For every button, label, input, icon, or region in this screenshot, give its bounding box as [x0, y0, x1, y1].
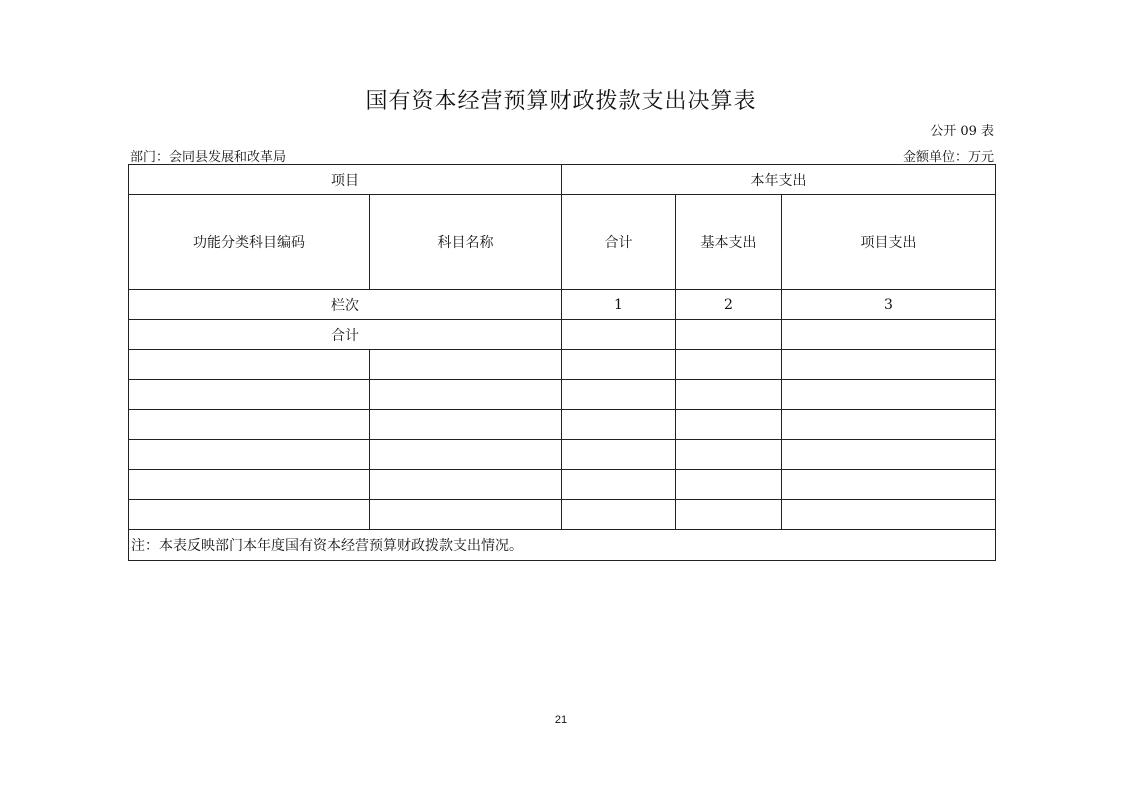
basic-cell [676, 440, 782, 470]
page-title: 国有资本经营预算财政拨款支出决算表 [365, 89, 757, 114]
column-number-2: 2 [676, 290, 782, 320]
table-row [129, 500, 996, 530]
code-cell [129, 380, 370, 410]
header-project: 项目 [129, 165, 562, 195]
project-cell [782, 350, 996, 380]
total-row [129, 320, 996, 350]
header-row-2 [129, 195, 996, 290]
department-label: 部门：会同县发展和改革局 [130, 150, 287, 165]
project-cell [782, 470, 996, 500]
project-cell [782, 380, 996, 410]
total-basic-cell [676, 320, 782, 350]
column-number-row [129, 290, 996, 320]
project-cell [782, 500, 996, 530]
total-cell [562, 500, 676, 530]
project-cell [782, 410, 996, 440]
basic-cell [676, 350, 782, 380]
name-cell [370, 440, 562, 470]
code-cell [129, 470, 370, 500]
name-cell [370, 350, 562, 380]
note-row [129, 530, 996, 561]
header-project-expense: 项目支出 [782, 195, 996, 290]
expenditure-table [128, 164, 996, 561]
page-number: 21 [554, 714, 568, 726]
total-cell [562, 410, 676, 440]
table-note: 注：本表反映部门本年度国有资本经营预算财政拨款支出情况。 [129, 530, 996, 561]
table-row [129, 440, 996, 470]
name-cell [370, 500, 562, 530]
header-total: 合计 [562, 195, 676, 290]
unit-label: 金额单位：万元 [902, 150, 994, 165]
code-cell [129, 350, 370, 380]
basic-cell [676, 380, 782, 410]
header-code: 功能分类科目编码 [129, 195, 370, 290]
basic-cell [676, 470, 782, 500]
name-cell [370, 470, 562, 500]
header-name: 科目名称 [370, 195, 562, 290]
table-row [129, 380, 996, 410]
code-cell [129, 500, 370, 530]
header-current-year: 本年支出 [562, 165, 996, 195]
project-cell [782, 440, 996, 470]
total-cell [562, 350, 676, 380]
table-row [129, 470, 996, 500]
table-row [129, 410, 996, 440]
basic-cell [676, 500, 782, 530]
total-label: 合计 [129, 320, 562, 350]
total-cell [562, 380, 676, 410]
total-cell [562, 320, 676, 350]
column-number-1: 1 [562, 290, 676, 320]
column-number-label: 栏次 [129, 290, 562, 320]
header-row-1 [129, 165, 996, 195]
code-cell [129, 440, 370, 470]
basic-cell [676, 410, 782, 440]
column-number-3: 3 [782, 290, 996, 320]
name-cell [370, 410, 562, 440]
form-code: 公开 09 表 [930, 124, 994, 139]
total-cell [562, 440, 676, 470]
total-project-cell [782, 320, 996, 350]
name-cell [370, 380, 562, 410]
code-cell [129, 410, 370, 440]
header-basic: 基本支出 [676, 195, 782, 290]
table-row [129, 350, 996, 380]
total-cell [562, 470, 676, 500]
